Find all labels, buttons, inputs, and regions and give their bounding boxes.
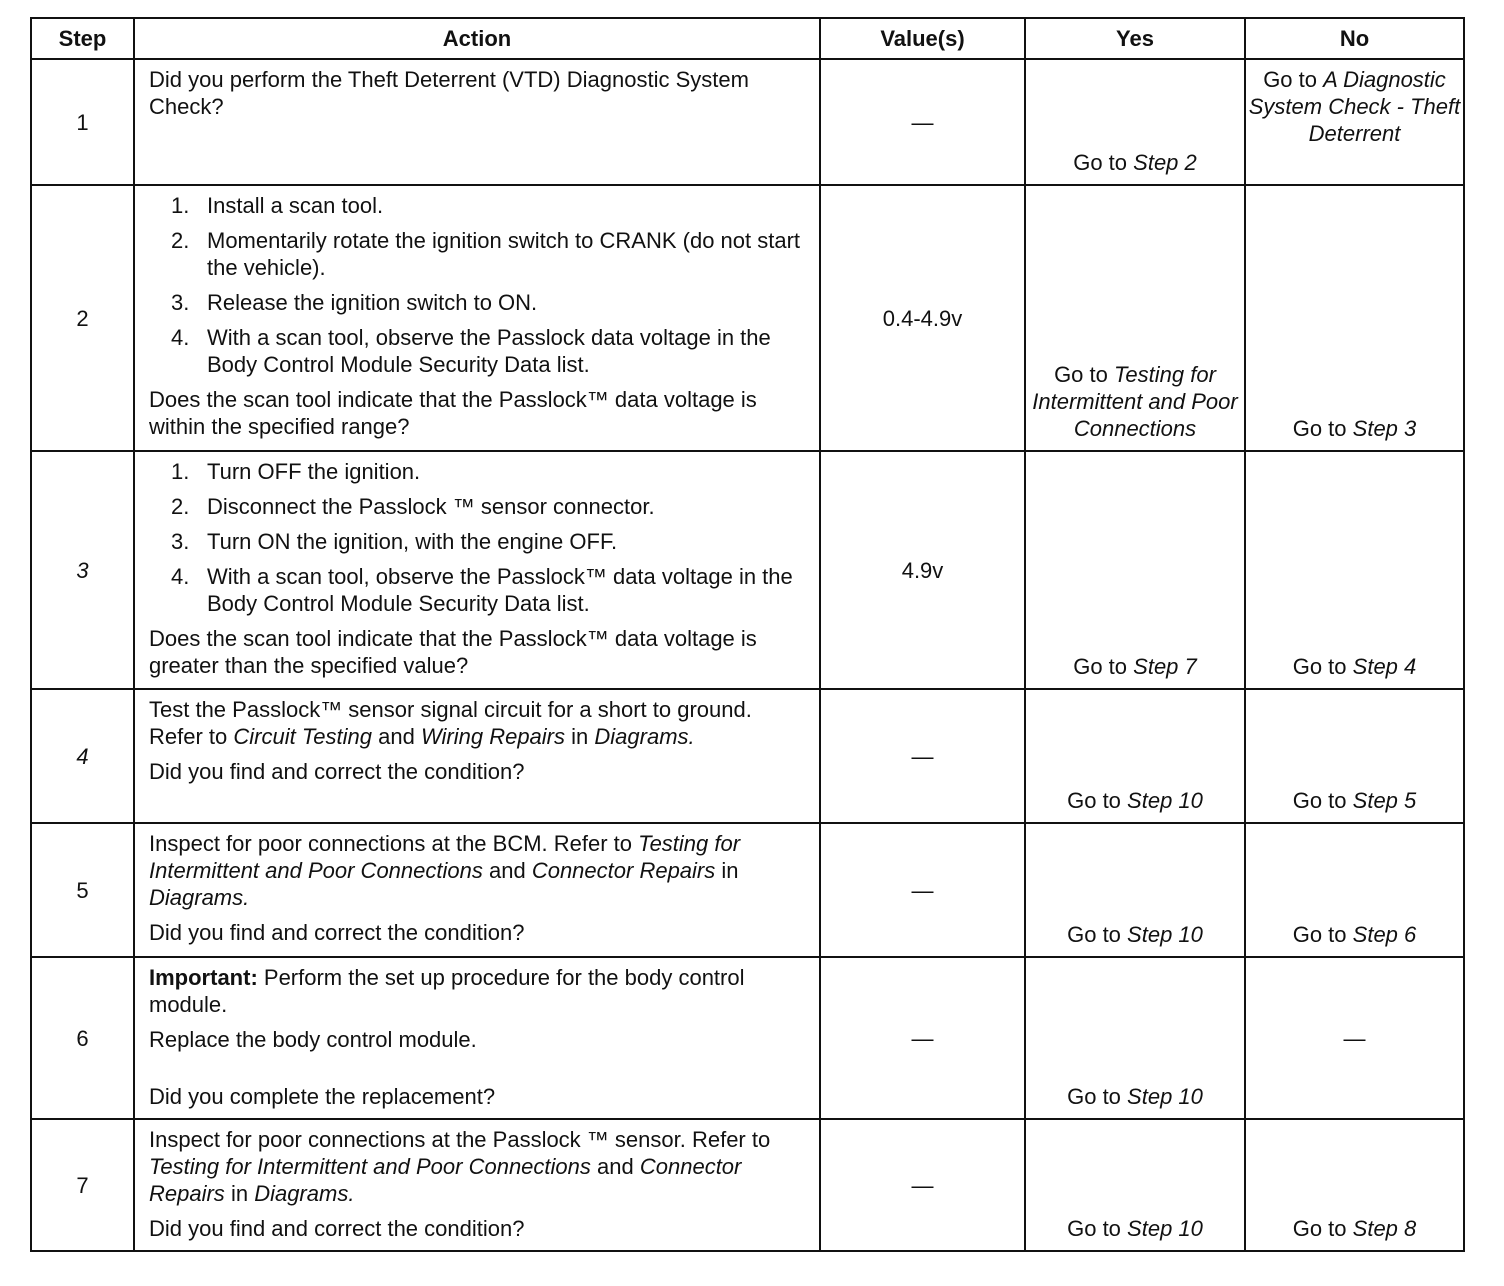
step-number: 1 [31,59,134,185]
yes-link[interactable]: Step 2 [1133,150,1197,175]
no-link[interactable]: Step 5 [1352,788,1417,813]
no-prefix: Go to [1292,654,1347,679]
list-item: 4. With a scan tool, observe the Passlock data voltage in the Body Control Module Security Data list. [171,325,771,377]
action-cell [134,59,820,185]
list-item: 1. Install a scan tool. [171,193,384,218]
action-text: Did you perform the Theft Deterrent (VTD) Diagnostic System Check? [149,67,749,119]
no-prefix: Go to [1292,922,1347,947]
no-link[interactable]: Step 6 [1352,922,1417,947]
no-cell: — [1245,957,1464,1119]
step-number: 3 [31,451,134,689]
diagnostic-table [30,17,1465,1252]
reference-link[interactable]: Testing for Intermittent and Poor Connections [149,1154,591,1179]
value-cell: — [820,1119,1025,1251]
action-cell [134,957,820,1119]
yes-link[interactable]: Step 10 [1127,922,1203,947]
header-values: Value(s) [820,18,1025,59]
action-cell [134,451,820,689]
value-cell: — [820,823,1025,957]
table-row-step-7 [31,1119,1464,1251]
value-cell: — [820,957,1025,1119]
no-cell [1245,1119,1464,1251]
no-link[interactable]: Step 3 [1352,416,1417,441]
action-cell [134,689,820,823]
reference-link[interactable]: Connector Repairs [149,1154,742,1206]
yes-cell [1025,185,1245,451]
header-no: No [1245,18,1464,59]
yes-cell [1025,451,1245,689]
no-cell [1245,59,1464,185]
yes-link[interactable]: Step 7 [1133,654,1197,679]
table-row-step-5 [31,823,1464,957]
step-number: 5 [31,823,134,957]
action-question: Did you find and correct the condition? [149,759,525,784]
step-number: 2 [31,185,134,451]
step-number: 7 [31,1119,134,1251]
list-item: 2. Momentarily rotate the ignition switch to CRANK (do not start the vehicle). [171,228,801,280]
table-row-step-2 [31,185,1464,451]
header-yes: Yes [1025,18,1245,59]
list-item: 2. Disconnect the Passlock ™ sensor connector. [171,494,655,519]
no-cell [1245,451,1464,689]
list-item: 4. With a scan tool, observe the Passlock™ data voltage in the Body Control Module Security Data list. [171,564,793,616]
value-cell: — [820,689,1025,823]
action-question: Does the scan tool indicate that the Passlock™ data voltage is greater than the specified value? [149,626,757,678]
no-cell [1245,185,1464,451]
table-row-step-1 [31,59,1464,185]
reference-link[interactable]: Diagrams. [594,724,695,749]
no-link[interactable]: Step 4 [1352,654,1417,679]
yes-cell [1025,689,1245,823]
yes-prefix: Go to [1073,654,1128,679]
header-step: Step [31,18,134,59]
header-action: Action [134,18,820,59]
step-number: 6 [31,957,134,1119]
yes-link[interactable]: Step 10 [1127,1084,1203,1109]
reference-link[interactable]: Testing for Intermittent and Poor Connections [149,831,741,883]
action-text: Test the Passlock™ sensor signal circuit for a short to ground. Refer to Circuit Testing and Wiring Repairs in Diagrams. [149,697,752,749]
value-cell: 0.4-4.9v [820,185,1025,451]
important-note: Important: Perform the set up procedure for the body control module. [149,965,745,1017]
action-question: Does the scan tool indicate that the Passlock™ data voltage is within the specified range? [149,387,757,439]
value-cell: — [820,59,1025,185]
header-row [31,18,1464,59]
no-prefix: Go to [1292,1216,1347,1241]
yes-prefix: Go to [1067,788,1121,813]
action-question: Did you complete the replacement? [149,1084,496,1109]
reference-link[interactable]: Circuit Testing [233,724,372,749]
no-prefix: Go to [1292,416,1347,441]
yes-prefix: Go to [1067,1084,1121,1109]
action-text: Replace the body control module. [149,1027,477,1052]
action-steps-list [149,192,809,378]
list-item: 3. Turn ON the ignition, with the engine OFF. [171,529,618,554]
yes-cell [1025,957,1245,1119]
step-number: 4 [31,689,134,823]
action-cell [134,185,820,451]
no-prefix: Go to [1292,788,1347,813]
no-link[interactable]: A Diagnostic System Check - Theft Deterrent [1248,67,1461,146]
yes-prefix: Go to [1054,362,1108,387]
yes-link[interactable]: Testing for Intermittent and Poor Connections [1032,362,1238,441]
reference-link[interactable]: Connector Repairs [531,858,716,883]
action-text: Inspect for poor connections at the Passlock ™ sensor. Refer to Testing for Intermittent and Poor Connections and Connector Repairs in Diagrams. [149,1127,771,1206]
reference-link[interactable]: Diagrams. [254,1181,355,1206]
action-question: Did you find and correct the condition? [149,1216,525,1241]
yes-prefix: Go to [1073,150,1128,175]
table-row-step-4 [31,689,1464,823]
action-question: Did you find and correct the condition? [149,920,525,945]
yes-cell [1025,59,1245,185]
action-steps-list [149,458,809,617]
no-cell [1245,689,1464,823]
yes-prefix: Go to [1067,1216,1121,1241]
table-row-step-3 [31,451,1464,689]
no-prefix: Go to [1263,67,1317,92]
action-cell [134,1119,820,1251]
important-label: Important: [149,965,258,990]
yes-cell [1025,1119,1245,1251]
no-link[interactable]: Step 8 [1352,1216,1417,1241]
no-cell [1245,823,1464,957]
action-text: Inspect for poor connections at the BCM. Refer to Testing for Intermittent and Poor Connections and Connector Repairs in Diagrams. [149,831,741,910]
yes-cell [1025,823,1245,957]
list-item: 3. Release the ignition switch to ON. [171,290,538,315]
reference-link[interactable]: Wiring Repairs [420,724,566,749]
yes-prefix: Go to [1067,922,1121,947]
value-cell: 4.9v [820,451,1025,689]
action-cell [134,823,820,957]
yes-link[interactable]: Step 10 [1127,1216,1203,1241]
list-item: 1. Turn OFF the ignition. [171,459,421,484]
yes-link[interactable]: Step 10 [1127,788,1203,813]
reference-link[interactable]: Diagrams. [149,885,250,910]
table-row-step-6 [31,957,1464,1119]
